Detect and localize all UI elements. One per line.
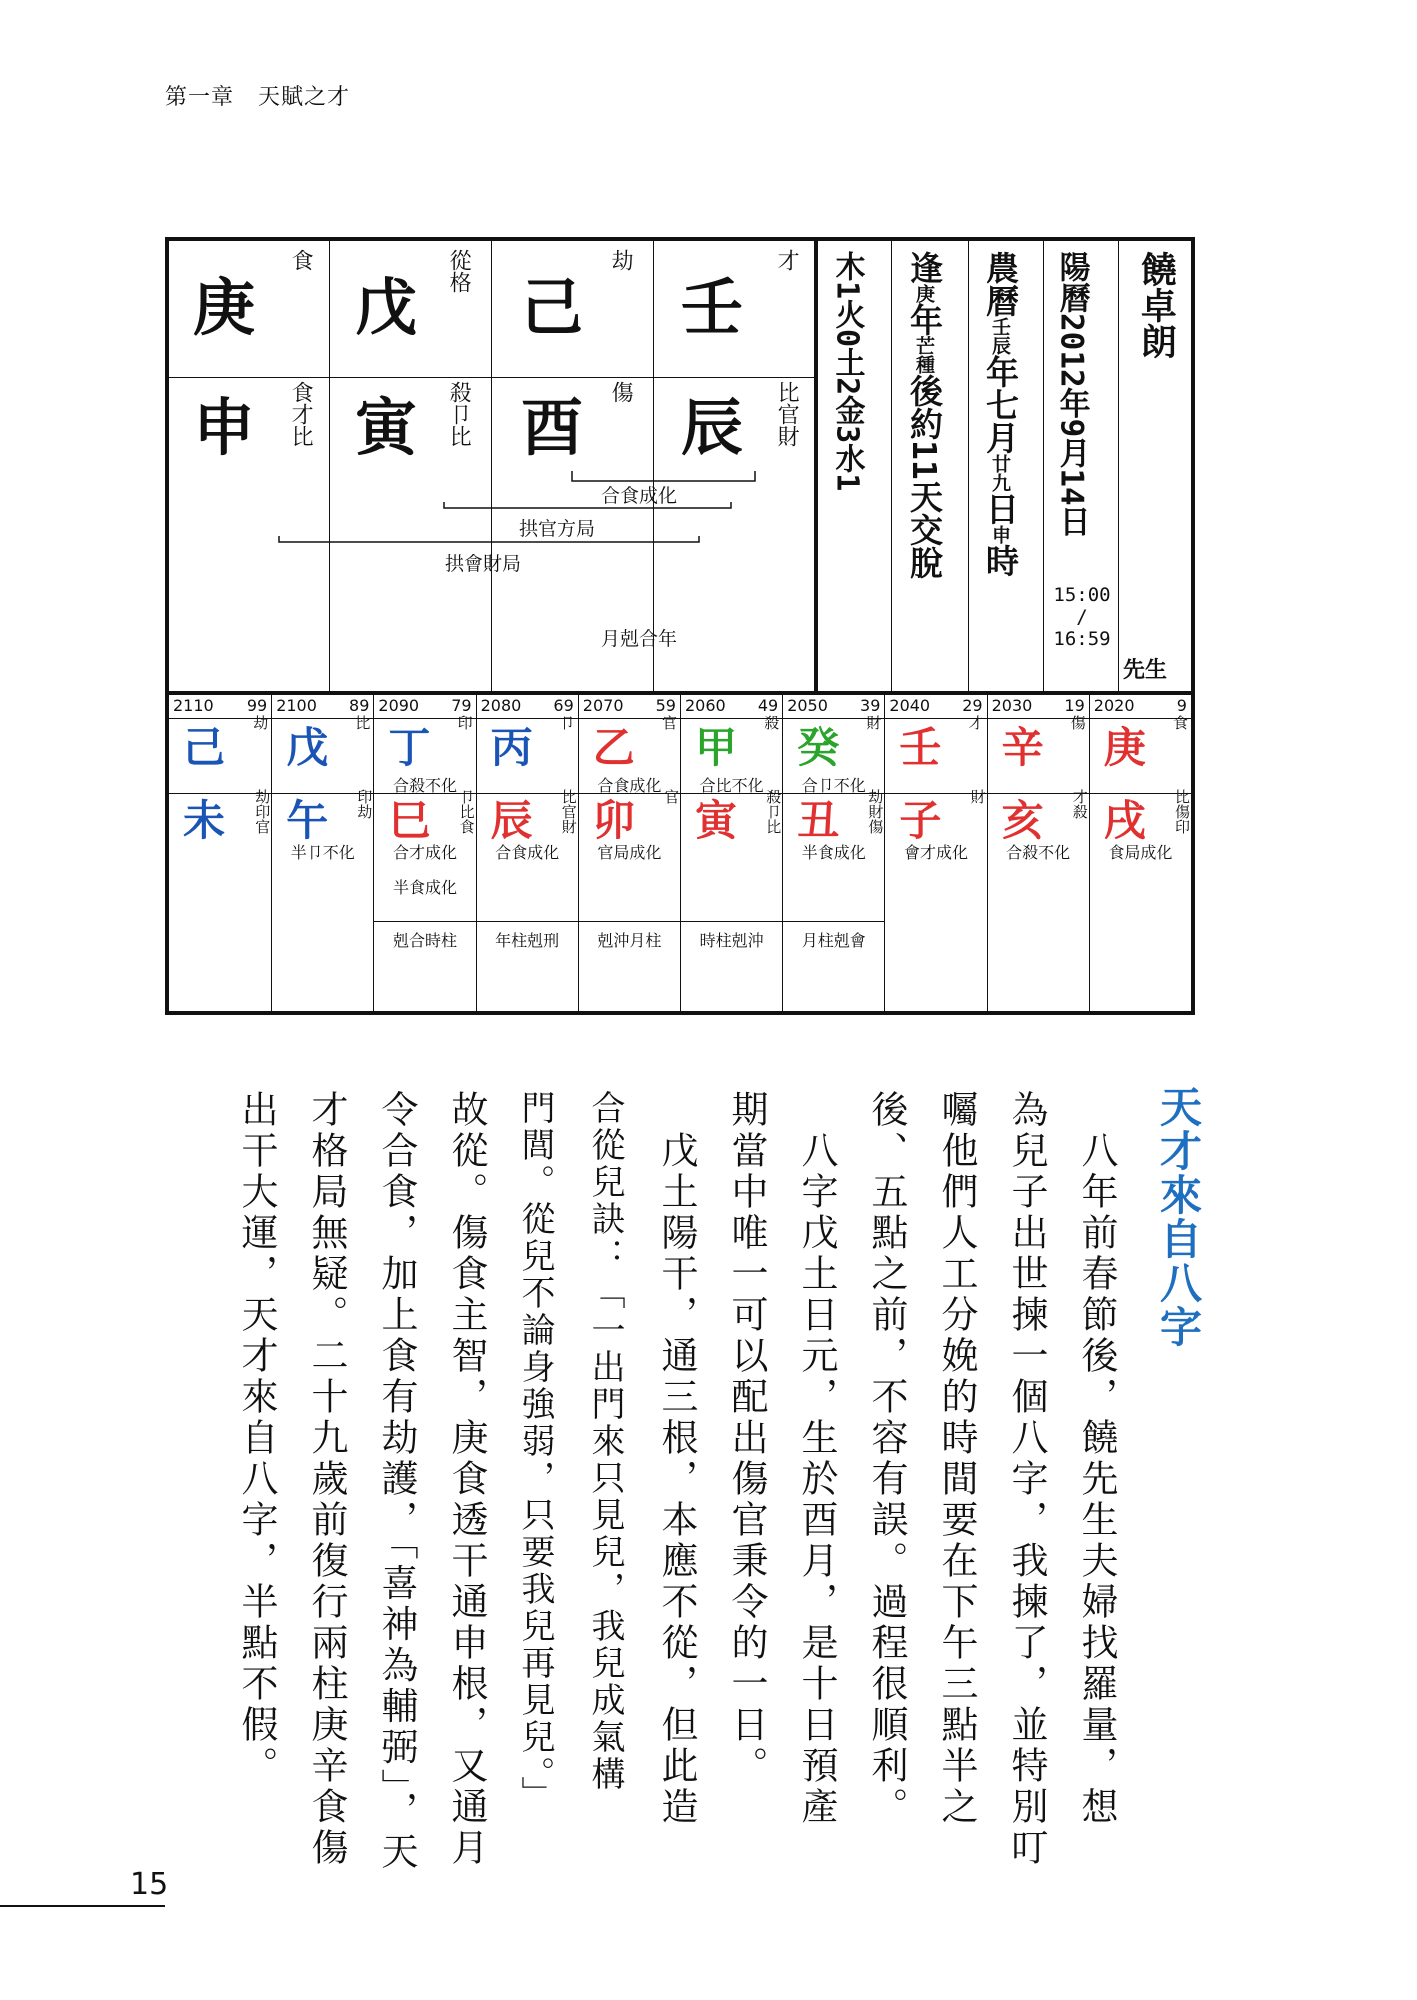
month-branch: 寅 [355,391,418,464]
luck-age: 49 [757,696,779,715]
luck-branch-god: 劫印官 [253,789,272,834]
luck-relation: 剋沖月柱 [597,931,662,950]
luck-branch-god: 劫財傷 [866,789,885,834]
divider [169,793,1191,794]
luck-stem-god: 比 [353,715,372,730]
luck-pillar [169,695,271,1011]
luck-branch: 戌 [1103,796,1146,845]
relation-label: 合食成化 [601,485,678,507]
chapter-title: 天賦之才 [258,85,351,110]
divider [169,718,1191,719]
luck-branch-god: 財 [968,789,987,804]
luck-note: 合卩不化 [801,776,866,795]
luck-stem: 丁 [388,723,431,772]
luck-stem: 戊 [286,723,329,772]
five-elements: 木1火0土2金3水1 [829,251,865,492]
solar-date: 陽曆2012年9月14日 [1053,251,1090,537]
article-title: 天才來自八字 [1154,1085,1203,1349]
luck-year: 2070 [582,696,624,715]
luck-stem-god: 官 [659,715,678,730]
text-column: 才格局無疑。二十九歲前復行兩柱庚辛食傷 [305,1090,348,1869]
luck-stem-god: 卩 [557,715,576,730]
luck-pillar [680,695,782,1011]
luck-branch: 丑 [797,796,840,845]
luck-relation: 剋合時柱 [392,931,457,950]
day-stem: 己 [521,271,584,344]
luck-branch-god: 官 [661,789,680,804]
luck-branch: 午 [286,796,329,845]
luck-year: 2100 [276,696,317,715]
luck-relation: 時柱剋沖 [699,931,764,950]
luck-stem: 甲 [695,723,738,772]
luck-stem: 辛 [1001,723,1044,772]
luck-note: 半食成化 [801,843,866,862]
luck-stem: 丙 [490,723,533,772]
luck-pillar [987,695,1089,1011]
day-branch: 酉 [521,391,584,464]
solar-time: 15:00 / 16:59 [1053,584,1111,650]
luck-age: 99 [246,696,268,715]
relation-label: 拱會財局 [445,553,522,575]
god-tag: 傷 [608,381,634,403]
luck-age: 59 [655,696,676,715]
luck-stem: 己 [183,723,226,772]
luck-branch-god: 比傷印 [1172,789,1191,834]
luck-branch-god: 才殺 [1070,789,1089,819]
luck-note: 合才成化 [392,843,457,862]
jieqi-info: 逢庚年芒種後約11天交脫 [904,251,944,579]
luck-branch: 寅 [695,796,738,845]
luck-year: 2090 [378,696,420,715]
luck-pillar [1089,695,1191,1011]
luck-age: 19 [1064,696,1085,715]
luck-pillar [373,695,475,1011]
luck-pillars [169,695,1191,1011]
luck-year: 2110 [173,696,214,715]
luck-stem-god: 財 [864,715,883,730]
text-column: 後、五點之前，不容有誤。過程很順利。 [865,1090,908,1828]
luck-branch-god: 印劫 [355,789,374,819]
luck-note: 半食成化 [392,878,457,897]
footer-rule [0,1905,165,1907]
text-column: 出干大運，天才來自八字，半點不假。 [235,1090,278,1787]
text-column: 期當中唯一可以配出傷官秉令的一日。 [725,1090,768,1787]
year-branch: 申 [193,391,256,464]
divider [814,241,818,695]
god-tag: 殺卩比 [446,381,472,447]
text-column: 戊土陽干，通三根，本應不從，但此造 [655,1090,698,1828]
running-header [165,80,350,111]
luck-note: 官局成化 [597,843,662,862]
luck-stem-god: 傷 [1068,715,1087,730]
relation-label: 拱官方局 [519,518,596,540]
luck-note: 合食成化 [597,776,662,795]
luck-age: 39 [860,696,881,715]
luck-branch: 未 [183,796,226,845]
divider [1043,241,1044,691]
divider [968,241,969,691]
divider [891,241,892,691]
person-name: 饒卓朗 [1135,251,1177,359]
text-column: 門閭。從兒不論身強弱，只要我兒再見兒。」 [515,1090,555,1813]
title-sir: 先生 [1123,658,1168,683]
lunar-date: 農曆壬辰年七月廿九日申時 [980,251,1020,577]
page-number: 15 [130,1867,169,1902]
luck-pillar [476,695,578,1011]
luck-note: 合比不化 [699,776,764,795]
luck-year: 2020 [1093,696,1135,715]
text-column: 故從。傷食主智，庚食透干通申根，又通月 [445,1090,488,1869]
luck-stem-god: 才 [966,715,985,730]
luck-pillar [782,695,884,1011]
god-tag: 比官財 [774,381,800,447]
luck-note: 會才成化 [903,843,968,862]
luck-age: 79 [451,696,472,715]
luck-pillar [271,695,373,1011]
luck-stem: 乙 [592,723,635,772]
luck-note: 食局成化 [1108,843,1173,862]
luck-year: 2060 [685,696,726,715]
god-tag: 從格 [446,249,472,293]
hour-stem: 壬 [681,271,744,344]
luck-stem-god: 劫 [251,715,270,730]
luck-relation: 年柱剋刑 [495,931,560,950]
divider [373,921,885,922]
luck-branch: 亥 [1001,796,1044,845]
god-tag: 食才比 [288,381,314,447]
luck-note: 半卩不化 [290,843,355,862]
month-stem: 戊 [355,271,418,344]
hour-branch: 辰 [681,391,744,464]
luck-year: 2040 [889,696,931,715]
luck-stem-god: 印 [455,715,474,730]
luck-year: 2030 [991,696,1033,715]
luck-age: 9 [1176,696,1187,715]
god-tag: 才 [774,249,800,271]
luck-relation: 月柱剋會 [801,931,866,950]
text-column: 令合食，加上食有劫護，「喜神為輔弼」，天 [375,1090,418,1873]
chapter-label: 第一章 [165,85,235,110]
text-column: 八字戊土日元，生於酉月，是十日預產 [795,1090,838,1828]
luck-age: 29 [962,696,983,715]
luck-note: 合食成化 [495,843,560,862]
luck-branch: 卯 [592,796,635,845]
luck-age: 89 [349,696,370,715]
text-column: 合從兒訣：「一出門來只見兒，我兒成氣構 [585,1090,625,1793]
text-column: 為兒子出世揀一個八字，我揀了，並特別叮 [1005,1090,1048,1869]
luck-branch-god: 殺卩比 [764,789,783,834]
luck-year: 2050 [787,696,828,715]
luck-stem: 壬 [899,723,942,772]
luck-branch: 巳 [388,796,431,845]
luck-age: 69 [553,696,574,715]
luck-branch-god: 卩比食 [457,789,476,834]
god-tag: 食 [288,249,314,271]
luck-pillar [578,695,680,1011]
luck-year: 2080 [480,696,522,715]
luck-note: 合殺不化 [392,776,457,795]
luck-stem: 庚 [1103,723,1146,772]
luck-branch: 子 [899,796,942,845]
god-tag: 劫 [608,249,634,271]
text-column: 囑他們人工分娩的時間要在下午三點半之 [935,1090,978,1828]
bazi-chart [165,237,1195,1015]
text-column: 八年前春節後，饒先生夫婦找羅量，想 [1075,1090,1118,1828]
luck-branch-god: 比官財 [559,789,578,834]
luck-stem-god: 殺 [762,715,781,730]
year-stem: 庚 [193,271,256,344]
luck-branch: 辰 [490,796,533,845]
luck-note: 合殺不化 [1006,843,1071,862]
luck-pillar [884,695,986,1011]
relation-label: 月剋合年 [601,628,678,650]
luck-stem-god: 食 [1170,715,1189,730]
luck-stem: 癸 [797,723,840,772]
